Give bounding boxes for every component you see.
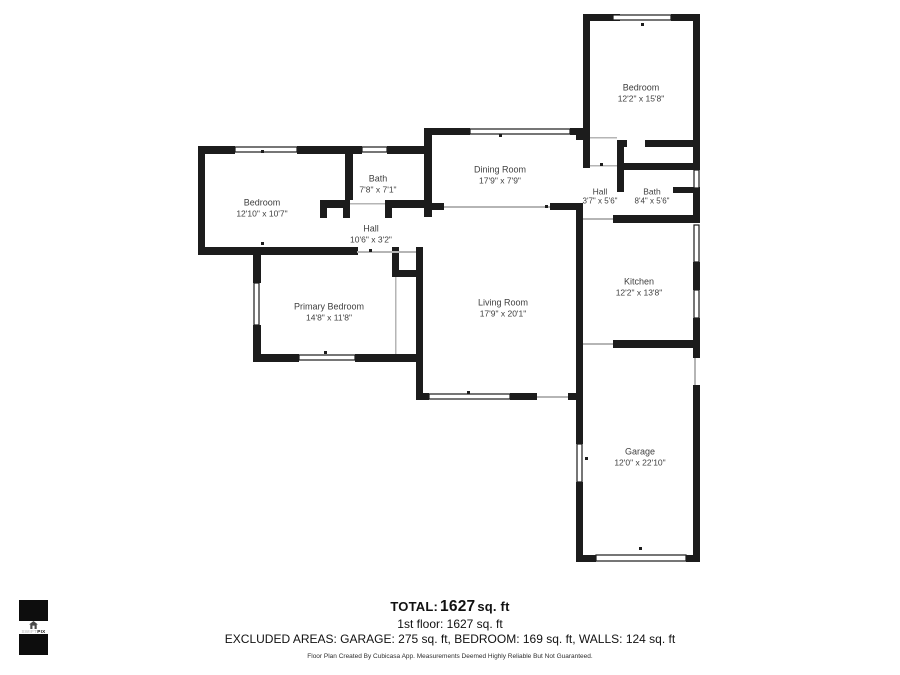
room-name: Hall [592,186,608,197]
room-dims: 10'6" x 3'2" [350,234,392,245]
total-line [0,598,900,616]
first-floor-line: 1st floor: 1627 sq. ft [397,617,503,631]
excluded-areas-line: EXCLUDED AREAS: GARAGE: 275 sq. ft, BEDROOM: 169 sq. ft, WALLS: 124 sq. ft [224,632,676,646]
brand-name-light: SWIFT [21,629,38,634]
total-unit: sq. ft [477,599,510,614]
room-label-primary-bedroom [294,302,364,323]
room-dims: 17'9" x 20'1" [479,308,527,319]
room-label-bath-left [359,174,396,195]
room-name: Hall [363,223,379,234]
logo-block-top [19,600,48,621]
brand-name [19,629,48,634]
room-name: Living Room [477,297,529,308]
disclaimer-line: Floor Plan Created By Cubicasa App. Measurements Deemed Highly Reliable But Not Guaranteed. [307,653,593,660]
room-dims: 14'8" x 11'8" [306,312,352,323]
room-label-hall-left [350,224,392,245]
room-label-bath-right [635,187,670,206]
house-icon [29,621,38,629]
room-label-bedroom-upper [618,83,665,104]
room-name: Kitchen [623,276,655,287]
room-label-kitchen [616,277,663,298]
room-name: Primary Bedroom [293,301,365,312]
room-label-bedroom-left [236,198,287,219]
room-name: Dining Room [473,164,527,175]
room-dims: 3'7" x 5'6" [582,196,618,206]
logo-middle [19,621,48,634]
room-name: Bedroom [622,82,660,93]
brand-name-bold: PIX [37,629,46,634]
room-name: Bedroom [243,197,281,208]
brand-logo [19,600,48,655]
room-label-hall-right [583,187,618,206]
room-label-garage [614,447,665,468]
total-label: TOTAL: [390,599,439,614]
room-dims: 7'8" x 7'1" [359,184,397,195]
area-summary [0,598,900,660]
room-dims: 12'2" x 15'8" [617,93,665,104]
logo-block-bottom [19,634,48,655]
room-dims: 8'4" x 5'6" [634,196,670,206]
room-label-living-room [478,298,528,319]
room-name: Bath [368,173,388,184]
total-value: 1627 [440,598,476,615]
room-name: Bath [643,186,661,197]
room-dims: 12'2" x 13'8" [615,287,663,298]
room-dims: 12'0" x 22'10" [614,457,666,468]
room-dims: 12'10" x 10'7" [236,208,288,219]
room-name: Garage [624,446,656,457]
room-label-dining-room [474,165,526,186]
room-dims: 17'9" x 7'9" [479,175,521,186]
